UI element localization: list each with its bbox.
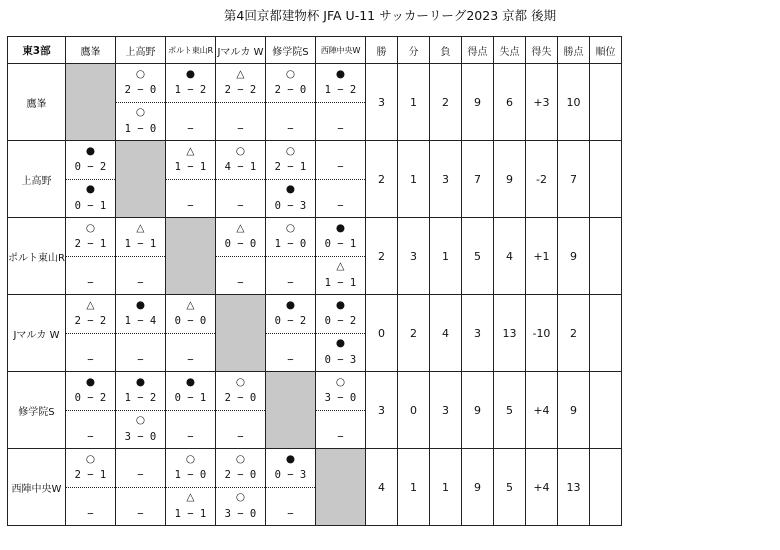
match-first-leg [266,64,315,103]
match-second-leg [166,488,215,526]
match-first-leg [166,295,215,334]
match-second-leg [216,103,265,141]
stat-points: 9 [557,218,589,295]
match-first-leg [166,141,215,180]
result-symbol: △ [236,68,245,80]
stat-rank [589,449,621,526]
result-symbol: ○ [135,413,146,426]
match-second-leg [316,180,365,218]
match-score: 0 − 0 [224,238,257,250]
match-score: 2 − 0 [224,469,257,481]
col-team-1: 鷹峯 [65,37,115,64]
match-cell [165,141,215,218]
match-second-leg [316,411,365,449]
col-team-3: ポルト東山R [165,37,215,64]
col-team-6: 西陣中央W [315,37,365,64]
match-cell [315,372,365,449]
match-first-leg [116,64,165,103]
stat-goals-for: 7 [461,141,493,218]
result-symbol: △ [136,222,145,234]
match-cell [315,218,365,295]
match-second-leg [116,411,165,449]
stat-goals-for: 9 [461,372,493,449]
result-symbol: ○ [235,490,246,503]
stat-wins: 2 [365,141,397,218]
col-goals-against: 失点 [493,37,525,64]
match-second-leg [116,103,165,141]
match-cell [265,64,315,141]
col-team-4: Jマルカ W [215,37,265,64]
match-first-leg [66,372,115,411]
match-score: − [137,276,144,289]
result-symbol: ● [335,336,346,349]
result-symbol: ○ [85,222,96,234]
match-cell [215,64,265,141]
stat-wins: 3 [365,372,397,449]
team-name: 修学院S [8,372,66,449]
result-symbol: ○ [335,376,346,388]
stat-losses: 4 [429,295,461,372]
match-second-leg [66,257,115,295]
match-score: 2 − 2 [224,84,257,96]
match-second-leg [66,488,115,526]
match-score: 4 − 1 [224,161,257,173]
self-match-cell [215,295,265,372]
match-score: 0 − 2 [274,315,307,327]
self-match-cell [265,372,315,449]
match-cell [165,449,215,526]
match-second-leg [316,257,365,295]
match-score: − [187,430,194,443]
match-score: 1 − 2 [174,84,207,96]
col-wins: 勝 [365,37,397,64]
stat-points: 2 [557,295,589,372]
result-symbol: ● [185,376,196,388]
self-match-cell [165,218,215,295]
match-score: 0 − 3 [274,199,307,212]
col-team-2: 上高野 [115,37,165,64]
match-score: 0 − 0 [174,315,207,327]
match-second-leg [216,488,265,526]
stat-goals-for: 5 [461,218,493,295]
match-second-leg [66,180,115,218]
table-row [8,141,622,218]
match-score: − [337,199,344,212]
match-score: − [237,276,244,289]
match-score: − [287,353,294,366]
table-row [8,449,622,526]
match-second-leg [166,411,215,449]
result-symbol: ○ [235,145,246,157]
result-symbol: ● [285,299,296,311]
match-first-leg [216,449,265,488]
match-first-leg [266,295,315,334]
result-symbol: ○ [135,105,146,118]
table-row [8,295,622,372]
stat-rank [589,295,621,372]
self-match-cell [315,449,365,526]
match-cell [215,141,265,218]
match-second-leg [216,180,265,218]
stat-draws: 2 [397,295,429,372]
match-second-leg [166,103,215,141]
match-score: − [237,122,244,135]
match-cell [65,372,115,449]
self-match-cell [115,141,165,218]
stat-goal-diff: -2 [525,141,557,218]
match-score: 1 − 1 [174,161,207,173]
match-first-leg [116,218,165,257]
match-cell [215,449,265,526]
result-symbol: ○ [285,222,296,234]
match-cell [315,64,365,141]
match-cell [265,141,315,218]
match-first-leg [316,295,365,334]
match-cell [315,295,365,372]
match-score: 2 − 0 [274,84,307,96]
match-score: 0 − 1 [174,392,207,404]
match-score: 2 − 1 [274,161,307,173]
stat-losses: 1 [429,449,461,526]
match-cell [315,141,365,218]
match-second-leg [66,411,115,449]
stat-points: 13 [557,449,589,526]
match-first-leg [116,372,165,411]
match-score: − [337,430,344,443]
result-symbol: ○ [135,68,146,80]
match-score: 2 − 2 [74,315,107,327]
match-score: − [187,353,194,366]
match-score: 2 − 1 [74,238,107,250]
result-symbol: △ [336,259,345,272]
self-match-cell [65,64,115,141]
match-score: − [237,199,244,212]
match-first-leg [316,372,365,411]
match-score: 0 − 2 [324,315,357,327]
match-first-leg [166,372,215,411]
match-first-leg [216,64,265,103]
stat-goal-diff: +4 [525,449,557,526]
stat-draws: 1 [397,64,429,141]
col-goal-diff: 得失 [525,37,557,64]
match-first-leg [316,141,365,180]
stat-goals-against: 13 [493,295,525,372]
stat-goals-for: 9 [461,449,493,526]
match-score: − [337,161,344,173]
match-second-leg [216,257,265,295]
stat-losses: 2 [429,64,461,141]
match-cell [265,218,315,295]
stat-points: 10 [557,64,589,141]
match-score: 1 − 2 [324,84,357,96]
match-first-leg [166,64,215,103]
stat-points: 9 [557,372,589,449]
result-symbol: △ [86,299,95,311]
match-second-leg [66,334,115,372]
match-first-leg [66,449,115,488]
match-score: 3 − 0 [124,430,157,443]
result-symbol: ● [335,299,346,311]
stat-draws: 1 [397,141,429,218]
stat-draws: 0 [397,372,429,449]
result-symbol: ● [85,376,96,388]
match-score: 1 − 1 [174,507,207,520]
col-draws: 分 [397,37,429,64]
match-score: − [87,353,94,366]
match-score: 0 − 3 [324,353,357,366]
match-first-leg [216,218,265,257]
stat-goals-against: 4 [493,218,525,295]
match-score: − [287,122,294,135]
match-score: − [187,122,194,135]
match-cell [165,295,215,372]
match-score: 1 − 0 [174,469,207,481]
match-first-leg [116,449,165,488]
match-score: 3 − 0 [324,392,357,404]
result-symbol: ● [135,299,146,311]
match-score: 0 − 1 [74,199,107,212]
stat-goal-diff: +1 [525,218,557,295]
match-score: 2 − 1 [74,469,107,481]
match-cell [115,449,165,526]
match-cell [65,449,115,526]
result-symbol: △ [186,299,195,311]
stat-losses: 3 [429,141,461,218]
result-symbol: △ [186,145,195,157]
match-first-leg [266,141,315,180]
division-label: 東3部 [8,37,66,64]
match-score: − [287,507,294,520]
table-row [8,218,622,295]
col-rank: 順位 [589,37,621,64]
team-name: 西陣中央W [8,449,66,526]
match-score: 0 − 3 [274,469,307,481]
match-cell [65,218,115,295]
stat-goals-against: 5 [493,372,525,449]
header-row [8,37,622,64]
match-first-leg [216,141,265,180]
result-symbol: ○ [285,68,296,80]
result-symbol: ● [85,182,96,195]
league-table [7,36,622,526]
match-cell [165,372,215,449]
stat-rank [589,141,621,218]
match-first-leg [316,64,365,103]
match-cell [165,64,215,141]
result-symbol: ● [335,68,346,80]
match-first-leg [166,449,215,488]
match-cell [115,295,165,372]
match-second-leg [166,334,215,372]
stat-goals-against: 6 [493,64,525,141]
match-score: 0 − 2 [74,392,107,404]
match-cell [115,64,165,141]
result-symbol: ○ [285,145,296,157]
table-row [8,64,622,141]
match-score: − [87,276,94,289]
match-cell [265,295,315,372]
match-second-leg [316,103,365,141]
match-score: − [87,507,94,520]
col-losses: 負 [429,37,461,64]
result-symbol: ● [285,182,296,195]
match-score: 0 − 2 [74,161,107,173]
result-symbol: ● [335,222,346,234]
match-score: 0 − 1 [324,238,357,250]
result-symbol: ● [285,453,296,465]
match-second-leg [266,180,315,218]
stat-rank [589,64,621,141]
stat-losses: 3 [429,372,461,449]
result-symbol: ● [185,68,196,80]
page-title: 第4回京都建物杯 JFA U-11 サッカーリーグ2023 京都 後期 [223,8,557,23]
result-symbol: △ [236,222,245,234]
match-score: − [137,507,144,520]
stat-rank [589,218,621,295]
match-second-leg [116,488,165,526]
match-score: 1 − 2 [124,392,157,404]
match-score: 1 − 4 [124,315,157,327]
match-cell [265,449,315,526]
match-score: 2 − 0 [124,84,157,96]
match-second-leg [266,103,315,141]
result-symbol: ○ [185,453,196,465]
match-score: 1 − 0 [124,122,157,135]
match-second-leg [266,257,315,295]
team-name: Jマルカ W [8,295,66,372]
match-score: − [187,199,194,212]
stat-goal-diff: -10 [525,295,557,372]
stat-draws: 3 [397,218,429,295]
col-goals-for: 得点 [461,37,493,64]
match-cell [115,372,165,449]
stat-goals-for: 3 [461,295,493,372]
match-score: 1 − 1 [124,238,157,250]
stat-losses: 1 [429,218,461,295]
match-score: − [237,430,244,443]
match-cell [115,218,165,295]
team-name: ポルト東山R [8,218,66,295]
match-second-leg [116,334,165,372]
team-name: 鷹峯 [8,64,66,141]
match-second-leg [266,334,315,372]
match-first-leg [316,218,365,257]
match-score: − [87,430,94,443]
result-symbol: ○ [235,453,246,465]
result-symbol: ● [135,376,146,388]
match-score: 1 − 0 [274,238,307,250]
stat-wins: 3 [365,64,397,141]
match-first-leg [266,449,315,488]
stat-rank [589,372,621,449]
stat-wins: 4 [365,449,397,526]
match-first-leg [66,218,115,257]
table-row [8,372,622,449]
match-first-leg [216,372,265,411]
match-score: 3 − 0 [224,507,257,520]
match-score: − [137,353,144,366]
match-cell [65,141,115,218]
match-second-leg [166,180,215,218]
stat-goal-diff: +3 [525,64,557,141]
match-second-leg [266,488,315,526]
col-points: 勝点 [557,37,589,64]
match-score: 1 − 1 [324,276,357,289]
match-first-leg [266,218,315,257]
result-symbol: △ [186,490,195,503]
stat-goal-diff: +4 [525,372,557,449]
match-cell [215,218,265,295]
match-score: − [337,122,344,135]
stat-wins: 2 [365,218,397,295]
team-name: 上高野 [8,141,66,218]
match-second-leg [316,334,365,372]
match-first-leg [66,141,115,180]
result-symbol: ○ [85,453,96,465]
match-second-leg [216,411,265,449]
stat-wins: 0 [365,295,397,372]
match-cell [215,372,265,449]
match-second-leg [116,257,165,295]
result-symbol: ● [85,145,96,157]
match-score: − [137,469,144,481]
stat-goals-for: 9 [461,64,493,141]
match-first-leg [66,295,115,334]
match-score: − [287,276,294,289]
stat-goals-against: 5 [493,449,525,526]
match-score: 2 − 0 [224,392,257,404]
stat-goals-against: 9 [493,141,525,218]
stat-draws: 1 [397,449,429,526]
result-symbol: ○ [235,376,246,388]
match-first-leg [116,295,165,334]
match-cell [65,295,115,372]
col-team-5: 修学院S [265,37,315,64]
stat-points: 7 [557,141,589,218]
